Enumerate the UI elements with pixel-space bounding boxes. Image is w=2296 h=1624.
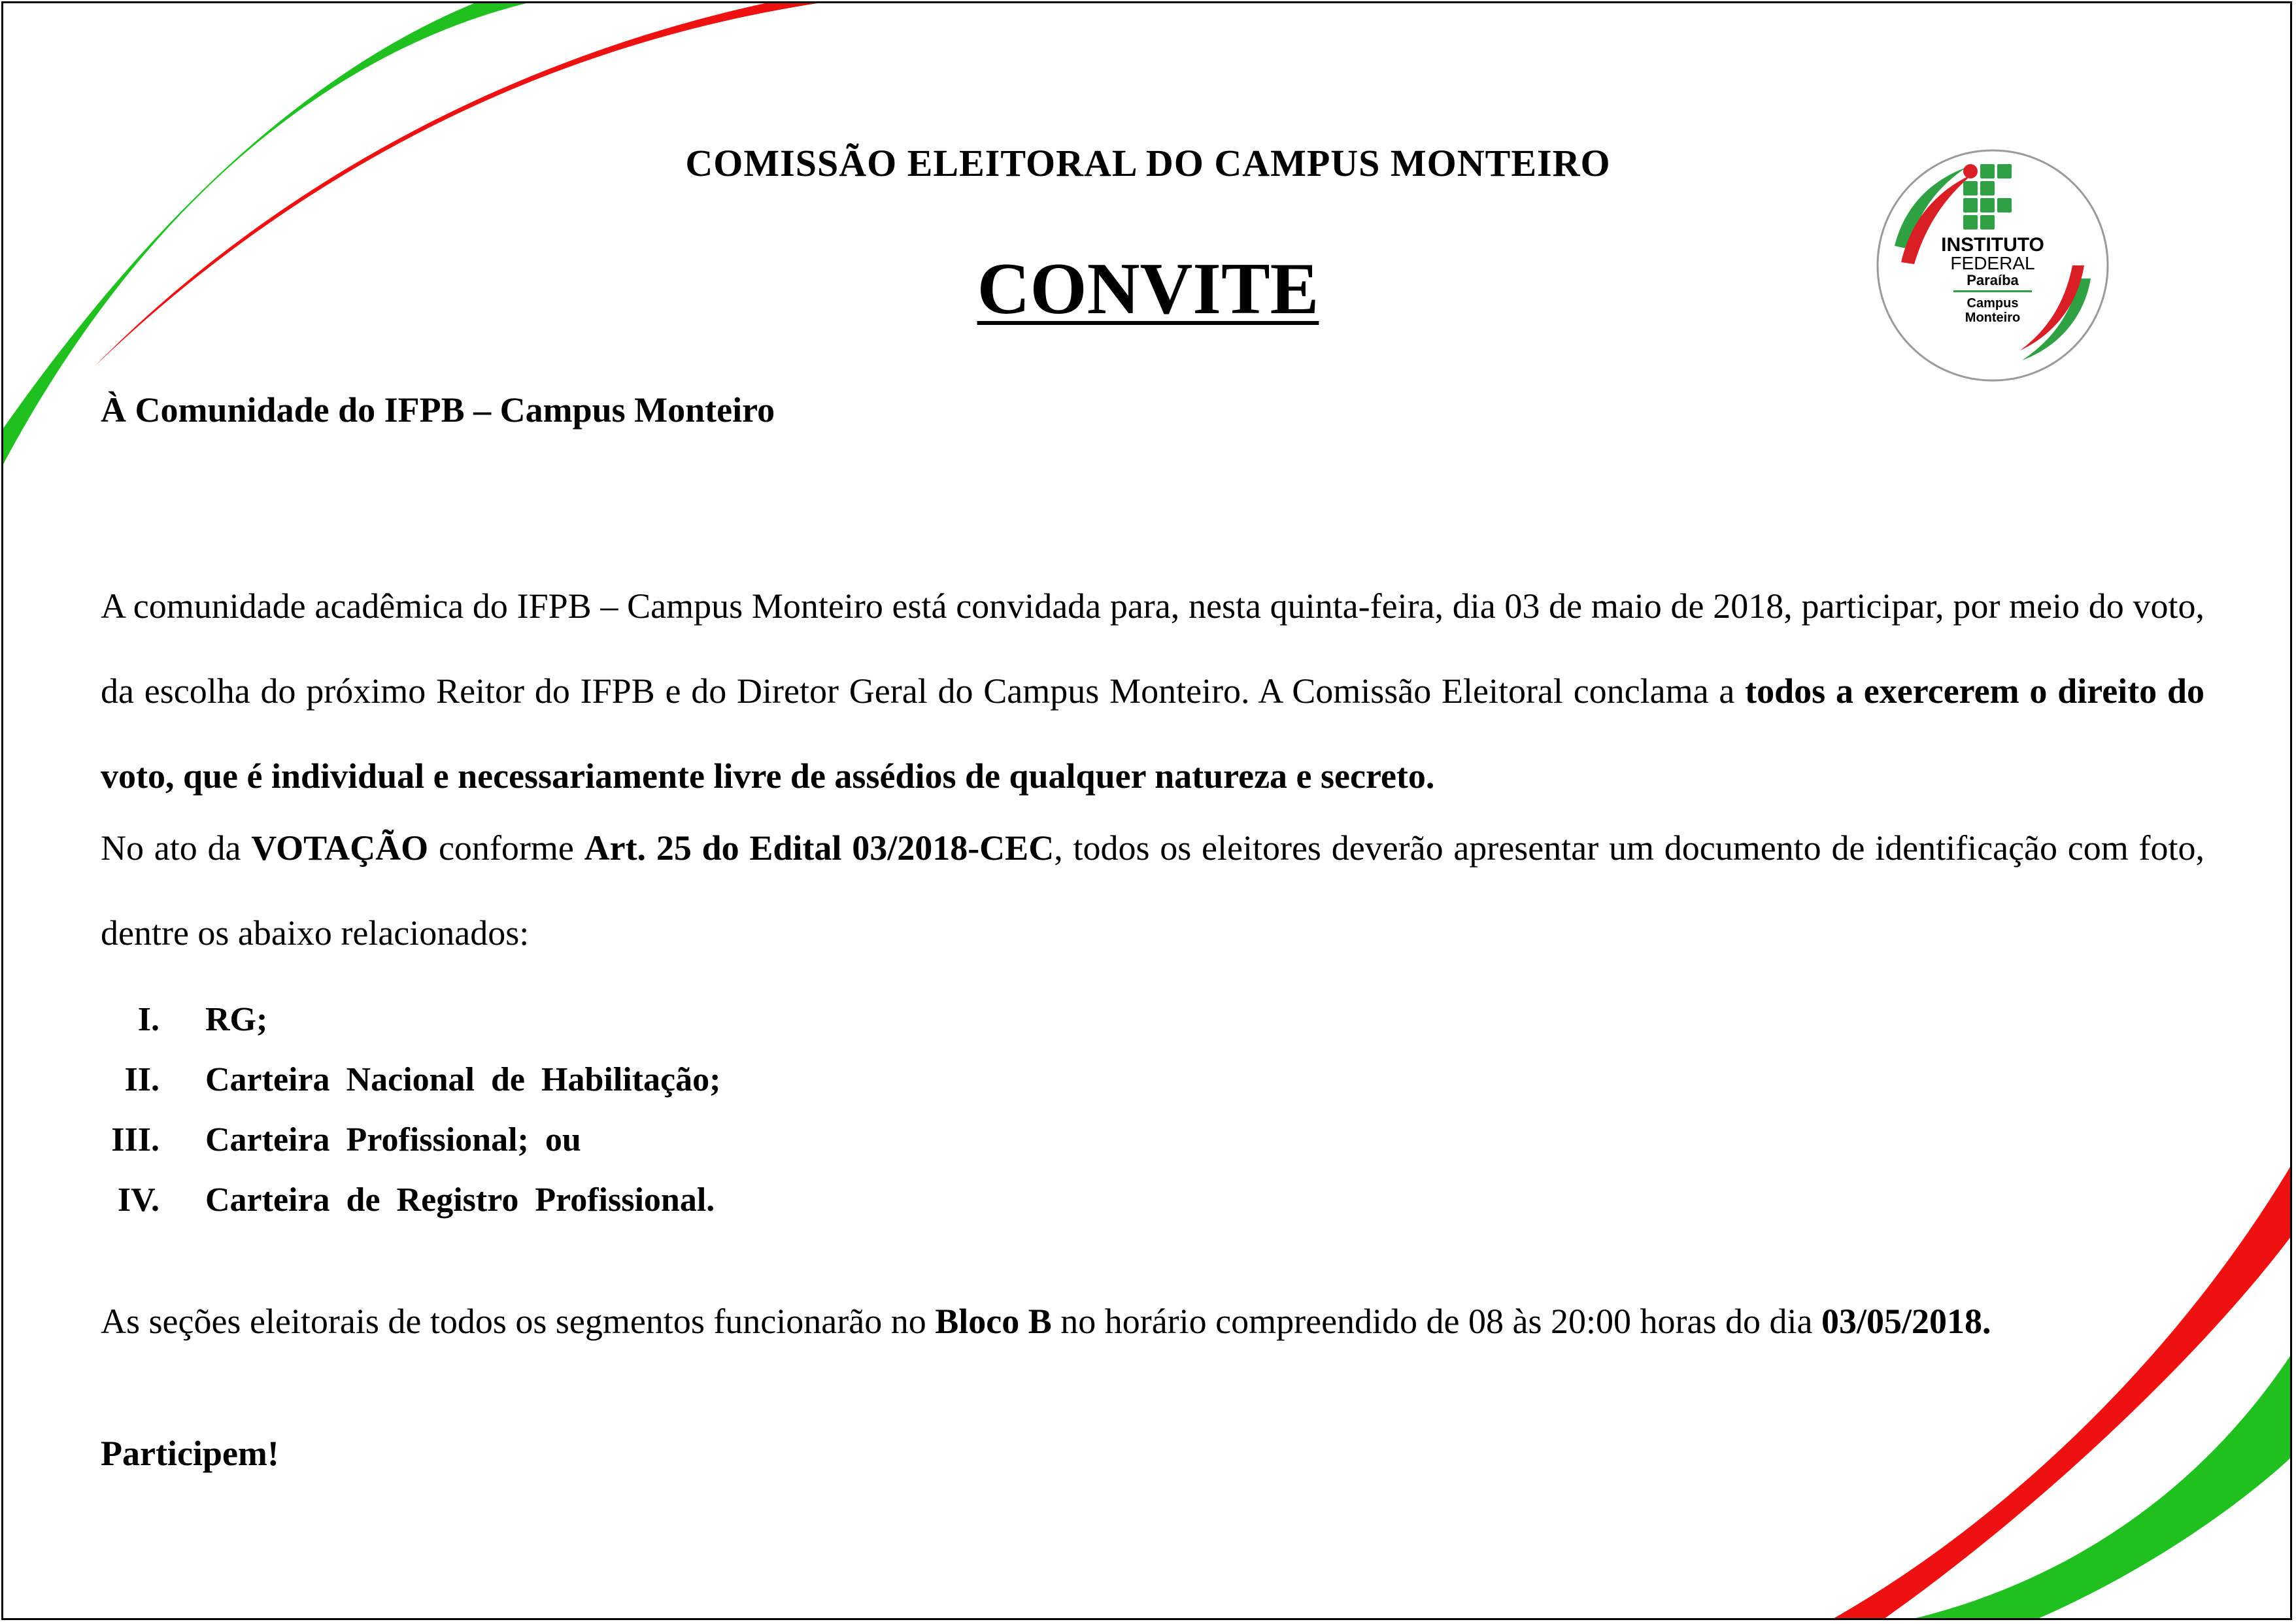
ifpb-campus-logo [1875, 148, 2110, 383]
voting-bold-2: Art. 25 do Edital 03/2018-CEC [584, 828, 1055, 868]
list-numeral: IV. [117, 1181, 160, 1219]
logo-line-5: Monteiro [1965, 311, 2021, 325]
voting-requirements-paragraph [101, 805, 2204, 975]
list-label: RG; [205, 1001, 268, 1038]
voting-bold-1: VOTAÇÃO [251, 828, 429, 868]
voting-text-3: , todos os eleitores deverão apresentar um documento de identificação com foto, dentre os abaixo relacionados: [101, 828, 2204, 953]
list-label: Carteira Nacional de Habilitação; [205, 1061, 721, 1098]
red-swoosh-bottom-right [1827, 1160, 2292, 1620]
logo-line-3: Paraíba [1967, 272, 2019, 288]
list-numeral: I. [137, 1001, 160, 1038]
location-text-2: no horário compreendido de 08 às 20:00 horas do dia [1051, 1302, 1821, 1341]
invitation-bold-text: todos a exercerem o direito do voto, que é individual e necessariamente livre de assédios de qualquer natureza e secreto. [101, 671, 2205, 796]
committee-heading: COMISSÃO ELEITORAL DO CAMPUS MONTEIRO [685, 142, 1611, 184]
page-title: CONVITE [977, 248, 1319, 330]
logo-line-1: INSTITUTO [1941, 234, 2044, 256]
salutation: À Comunidade do IFPB – Campus Monteiro [101, 390, 775, 430]
list-label: Carteira de Registro Profissional. [205, 1181, 715, 1219]
list-label: Carteira Profissional; ou [205, 1121, 581, 1159]
invitation-paragraph [101, 564, 2204, 819]
location-text-1: As seções eleitorais de todos os segmentos funcionarão no [101, 1302, 936, 1341]
polling-location-paragraph [101, 1301, 2204, 1342]
voting-text-1: No ato da [101, 828, 252, 868]
logo-line-4: Campus [1967, 296, 2019, 311]
list-numeral: III. [111, 1121, 160, 1159]
voting-text-2: conforme [428, 828, 584, 868]
closing-text: Participem! [101, 1434, 279, 1473]
location-bold-1: Bloco B [935, 1302, 1052, 1341]
list-numeral: II. [124, 1061, 160, 1098]
location-bold-2: 03/05/2018. [1821, 1302, 1991, 1341]
green-swoosh-bottom-right [1899, 1350, 2292, 1620]
invitation-text: A comunidade acadêmica do IFPB – Campus Monteiro está convidada para, nesta quinta-feira, dia 03 de maio de 2018, participar, por meio do voto, da escolha do próximo Reitor do IFPB e do Diretor Geral do Campus Monteiro. A Comissão Eleitoral conclama a [101, 586, 2204, 711]
logo-line-2: FEDERAL [1950, 253, 2035, 273]
